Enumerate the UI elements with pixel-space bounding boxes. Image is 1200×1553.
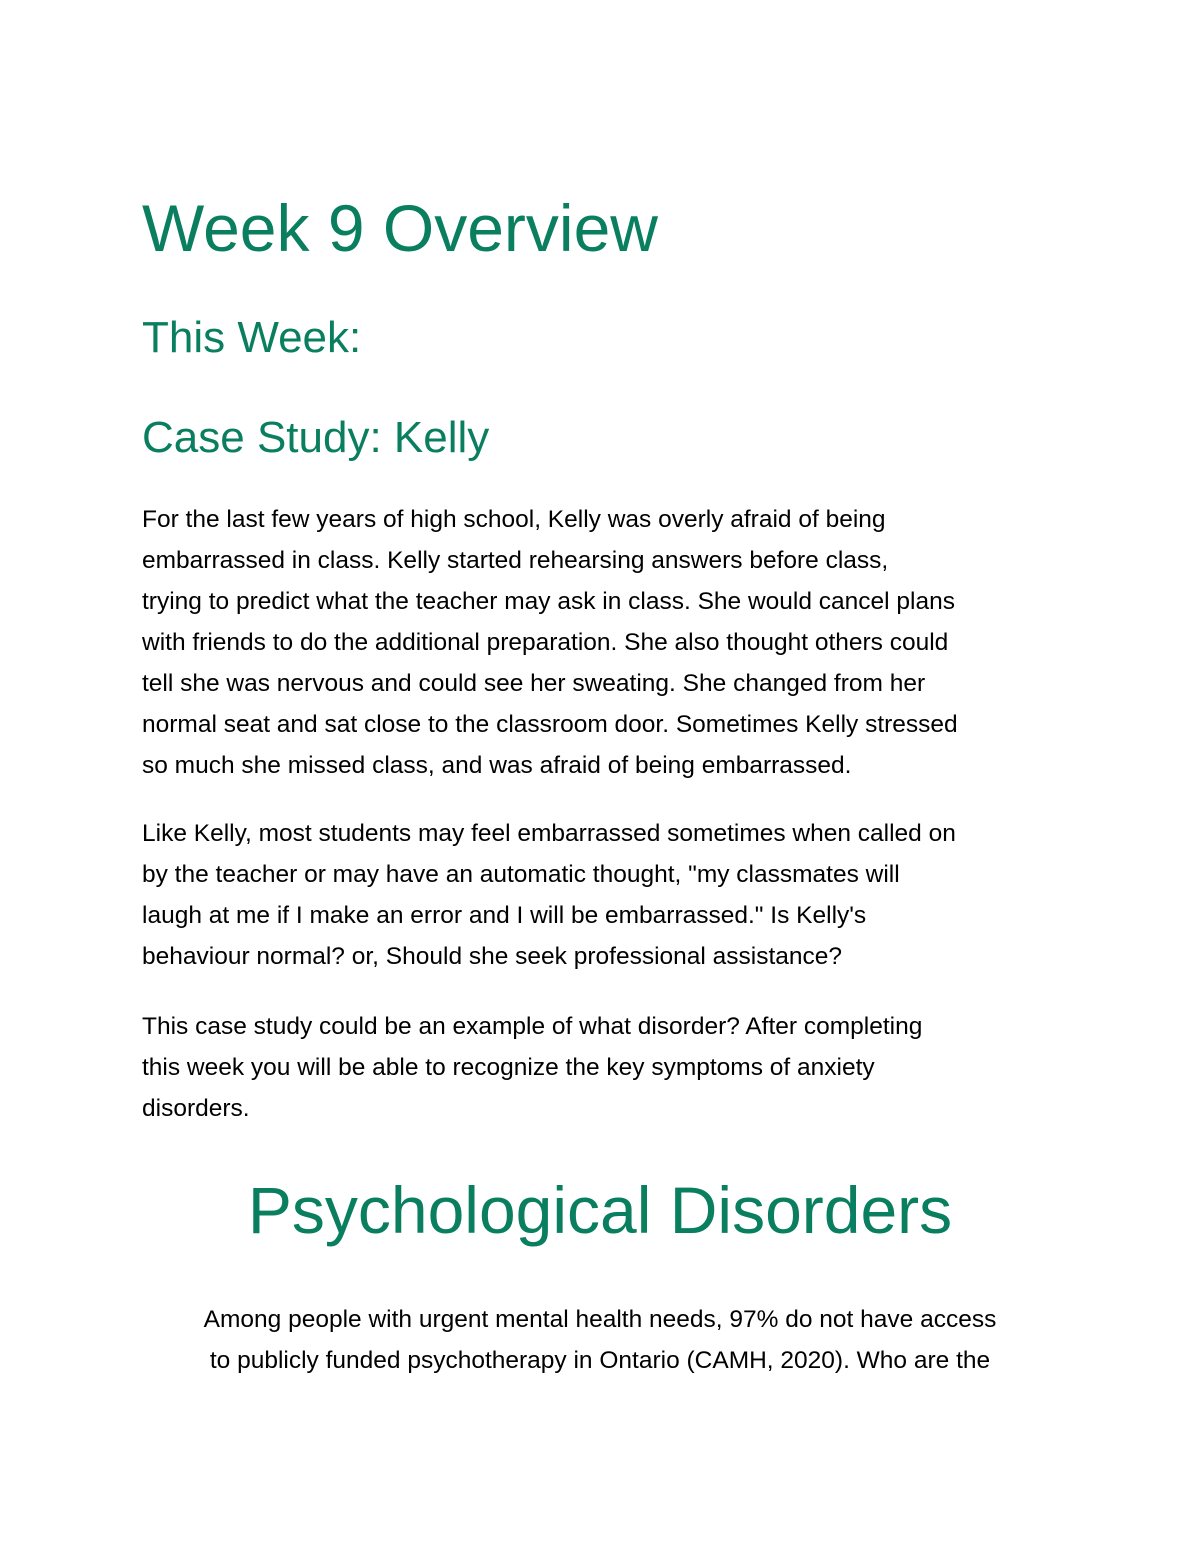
- paragraph-line: with friends to do the additional preparation. She also thought others could: [142, 629, 949, 656]
- paragraph-line: For the last few years of high school, Kelly was overly afraid of being: [142, 506, 886, 533]
- this-week-subtitle: This Week:: [142, 313, 362, 362]
- paragraph-line: tell she was nervous and could see her sweating. She changed from her: [142, 670, 926, 697]
- case-study-paragraph: [142, 499, 1072, 786]
- question-paragraph: [142, 813, 1072, 977]
- paragraph-line: trying to predict what the teacher may ask in class. She would cancel plans: [142, 588, 955, 615]
- section-paragraph: [0, 1299, 1200, 1381]
- case-study-heading: Case Study: Kelly: [142, 413, 490, 462]
- section-heading-psychological-disorders: Psychological Disorders: [247, 1173, 953, 1247]
- paragraph-line: by the teacher or may have an automatic thought, "my classmates will: [142, 861, 900, 888]
- outcome-paragraph: [142, 1006, 1072, 1129]
- page-title: Week 9 Overview: [142, 191, 658, 265]
- paragraph-line: This case study could be an example of what disorder? After completing: [142, 1013, 923, 1040]
- paragraph-line: disorders.: [142, 1095, 250, 1122]
- paragraph-line: Among people with urgent mental health needs, 97% do not have access: [203, 1306, 997, 1333]
- paragraph-line: normal seat and sat close to the classroom door. Sometimes Kelly stressed: [142, 711, 958, 738]
- paragraph-line: this week you will be able to recognize the key symptoms of anxiety: [142, 1054, 875, 1081]
- paragraph-line: to publicly funded psychotherapy in Ontario (CAMH, 2020). Who are the: [209, 1347, 991, 1374]
- paragraph-line: so much she missed class, and was afraid of being embarrassed.: [142, 752, 852, 779]
- paragraph-line: behaviour normal? or, Should she seek professional assistance?: [142, 943, 843, 970]
- paragraph-line: laugh at me if I make an error and I will be embarrassed." Is Kelly's: [142, 902, 867, 929]
- paragraph-line: embarrassed in class. Kelly started rehearsing answers before class,: [142, 547, 889, 574]
- paragraph-line: Like Kelly, most students may feel embarrassed sometimes when called on: [142, 820, 956, 847]
